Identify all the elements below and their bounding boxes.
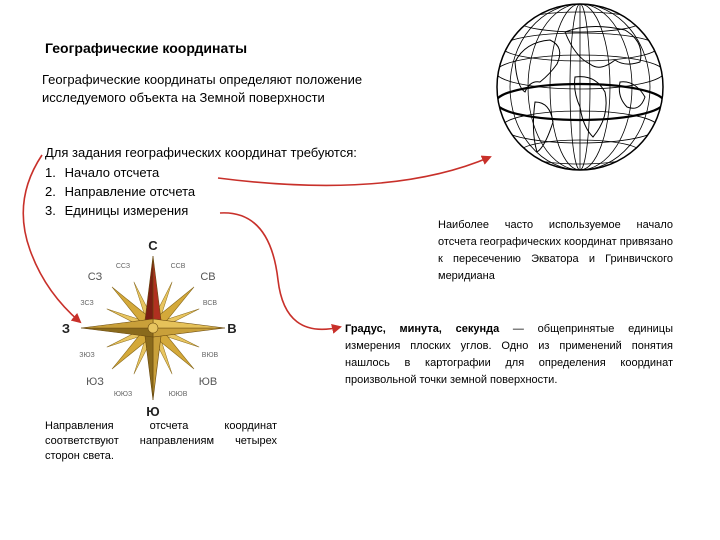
compass-label-wsw: ЗЮЗ bbox=[79, 352, 95, 359]
compass-label-ese: ВЮВ bbox=[201, 352, 219, 359]
compass-label-sw: ЮЗ bbox=[86, 376, 104, 388]
list-item-text: Начало отсчета bbox=[64, 165, 160, 180]
units-note-bold: Градус, минута, секунда bbox=[345, 323, 500, 335]
list-item-number: 2. bbox=[45, 184, 56, 199]
compass-label-se: ЮВ bbox=[198, 376, 218, 388]
arrow-to-units bbox=[220, 213, 340, 329]
compass-label-nw: СЗ bbox=[87, 271, 103, 283]
compass-label-east: В bbox=[227, 321, 237, 336]
requirements-heading: Для задания географических координат требуются: bbox=[45, 145, 357, 160]
list-item-text: Направление отсчета bbox=[64, 184, 196, 199]
compass-label-nnw: ССЗ bbox=[115, 263, 131, 270]
compass-label-sse: ЮЮВ bbox=[168, 391, 188, 398]
list-item-number: 3. bbox=[45, 203, 56, 218]
list-item-text: Единицы измерения bbox=[64, 203, 189, 218]
page-title: Географические координаты bbox=[45, 40, 248, 56]
compass-label-ssw: ЮЮЗ bbox=[113, 391, 133, 398]
units-note-rest: — общепринятые единицы измерения плоских углов. Одно из применений понятия нашлось в картографии для определения координат произвольной точки земной поверхности. bbox=[345, 323, 674, 386]
compass-label-north: С bbox=[148, 238, 158, 253]
equator-note: Наиболее часто используемое начало отсчета географических координат привязано к пересечению Экватора и Гринвичского меридиана bbox=[438, 219, 673, 282]
arrow-to-compass bbox=[23, 155, 80, 322]
compass-label-ne: СВ bbox=[200, 271, 216, 283]
compass-note: Направления отсчета координат соответствуют направлениям четырех сторон света. bbox=[45, 420, 277, 462]
intro-paragraph: Географические координаты определяют положение исследуемого объекта на Земной поверхности bbox=[42, 72, 363, 105]
compass-label-wnw: ЗСЗ bbox=[80, 300, 94, 307]
compass-label-ene: ВСВ bbox=[202, 300, 218, 307]
compass-label-south: Ю bbox=[146, 404, 160, 418]
arrow-to-globe bbox=[218, 157, 490, 185]
compass-label-west: З bbox=[61, 321, 71, 336]
compass-label-nne: ССВ bbox=[170, 263, 186, 270]
list-item-number: 1. bbox=[45, 165, 56, 180]
